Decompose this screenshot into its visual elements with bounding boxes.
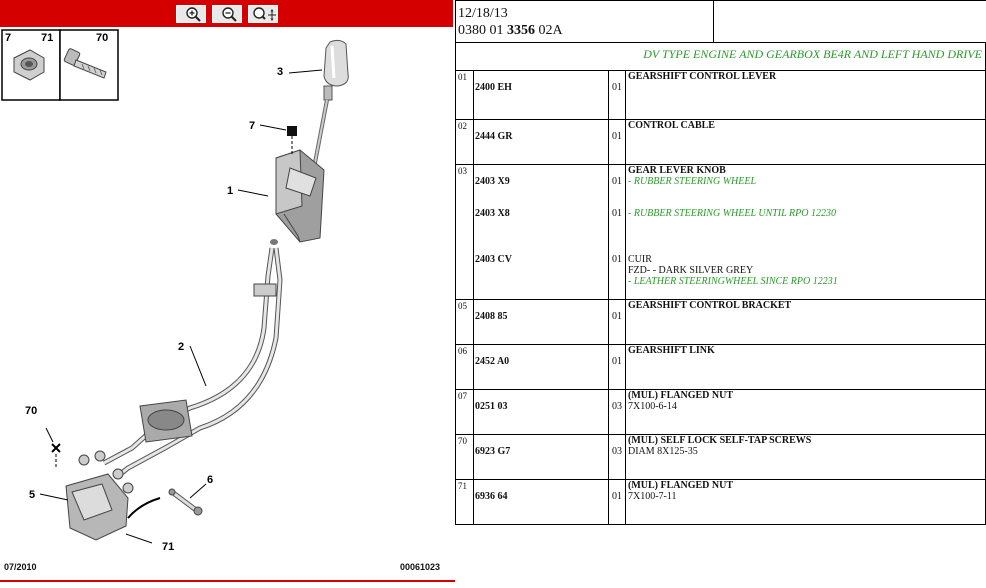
part-description: (MUL) SELF LOCK SELF-TAP SCREWS [628,435,812,446]
part-qty: 01 [612,131,622,142]
screw-70-marker [46,428,60,468]
nut-7-part [287,126,297,136]
part-code: 2403 X9 [475,176,510,187]
part-code: 2400 EH [475,82,512,93]
part-spec: 7X100-7-11 [628,491,677,502]
callout-70: 70 [25,405,38,417]
thumb-label-7: 7 [5,32,12,44]
part-note: FZD- - DARK SILVER GREY [628,265,754,276]
callout-5: 5 [29,489,36,501]
zoom-out-icon [213,6,241,22]
row-index: 07 [458,391,467,401]
part-code: 6936 64 [475,491,508,502]
header-date: 12/18/13 [458,6,508,21]
part-description: - RUBBER STEERING WHEEL UNTIL RPO 12230 [628,208,836,219]
callout-2: 2 [178,341,185,353]
part-code: 2403 X8 [475,208,510,219]
zoom-in-icon [177,6,205,22]
exploded-diagram [0,28,455,558]
part-description: GEARSHIFT LINK [628,345,715,356]
row-index: 03 [458,166,467,176]
callout-6: 6 [207,474,214,486]
part-description: GEARSHIFT CONTROL BRACKET [628,300,792,311]
zoom-out-button[interactable] [212,5,242,23]
control-cable-part [104,248,280,476]
callout-7: 7 [249,120,256,132]
diagram-panel [0,0,455,588]
part-qty: 01 [612,208,622,219]
group-title: GEAR LEVER KNOB [628,165,726,176]
part-code: 0251 03 [475,401,508,412]
part-qty: 01 [612,491,622,502]
row-index: 71 [458,481,467,491]
gearshift-link-part [128,489,202,518]
thumb-nut-box [2,30,60,100]
row-index: 05 [458,301,467,311]
diagram-number: 00061023 [400,562,441,572]
row-index: 06 [458,346,467,356]
part-note: - LEATHER STEERINGWHEEL SINCE RPO 12231 [628,276,838,287]
part-description: - RUBBER STEERING WHEEL [628,176,757,187]
bottom-rule [0,580,455,582]
zoom-toolbar [0,0,453,27]
part-description: CUIR [628,254,652,265]
part-qty: 03 [612,446,622,457]
part-code: 2444 GR [475,131,513,142]
part-code: 2452 A0 [475,356,510,367]
part-description: GEARSHIFT CONTROL LEVER [628,71,777,82]
zoom-move-icon [249,6,277,22]
part-qty: 01 [612,311,622,322]
row-index: 70 [458,436,467,446]
control-lever-part [270,150,324,245]
callout-1: 1 [227,185,234,197]
zoom-pan-button[interactable] [248,5,278,23]
header-reference: 0380 01 3356 02A [458,23,563,38]
row-index: 02 [458,121,467,131]
parts-table-panel [455,0,986,525]
part-qty: 01 [612,82,622,93]
part-qty: 03 [612,401,622,412]
part-qty: 01 [612,254,622,265]
control-bracket-part [66,451,133,540]
part-spec: DIAM 8X125-35 [628,446,698,457]
part-code: 2408 85 [475,311,508,322]
zoom-in-button[interactable] [176,5,206,23]
row-index: 01 [458,72,467,82]
page-subtitle: DV TYPE ENGINE AND GEARBOX BE4R AND LEFT HAND DRIVE [643,47,982,61]
part-description: (MUL) FLANGED NUT [628,480,733,491]
callout-3: 3 [277,66,284,78]
gear-knob-part [324,40,348,100]
thumb-label-71: 71 [41,32,54,44]
part-code: 6923 G7 [475,446,511,457]
part-qty: 01 [612,176,622,187]
part-description: (MUL) FLANGED NUT [628,390,733,401]
part-description: CONTROL CABLE [628,120,715,131]
thumb-label-70: 70 [96,32,109,44]
part-qty: 01 [612,356,622,367]
callout-71: 71 [162,541,175,553]
diagram-date: 07/2010 [4,562,37,572]
thumb-screw-box [60,30,118,100]
part-code: 2403 CV [475,254,512,265]
part-spec: 7X100-6-14 [628,401,677,412]
